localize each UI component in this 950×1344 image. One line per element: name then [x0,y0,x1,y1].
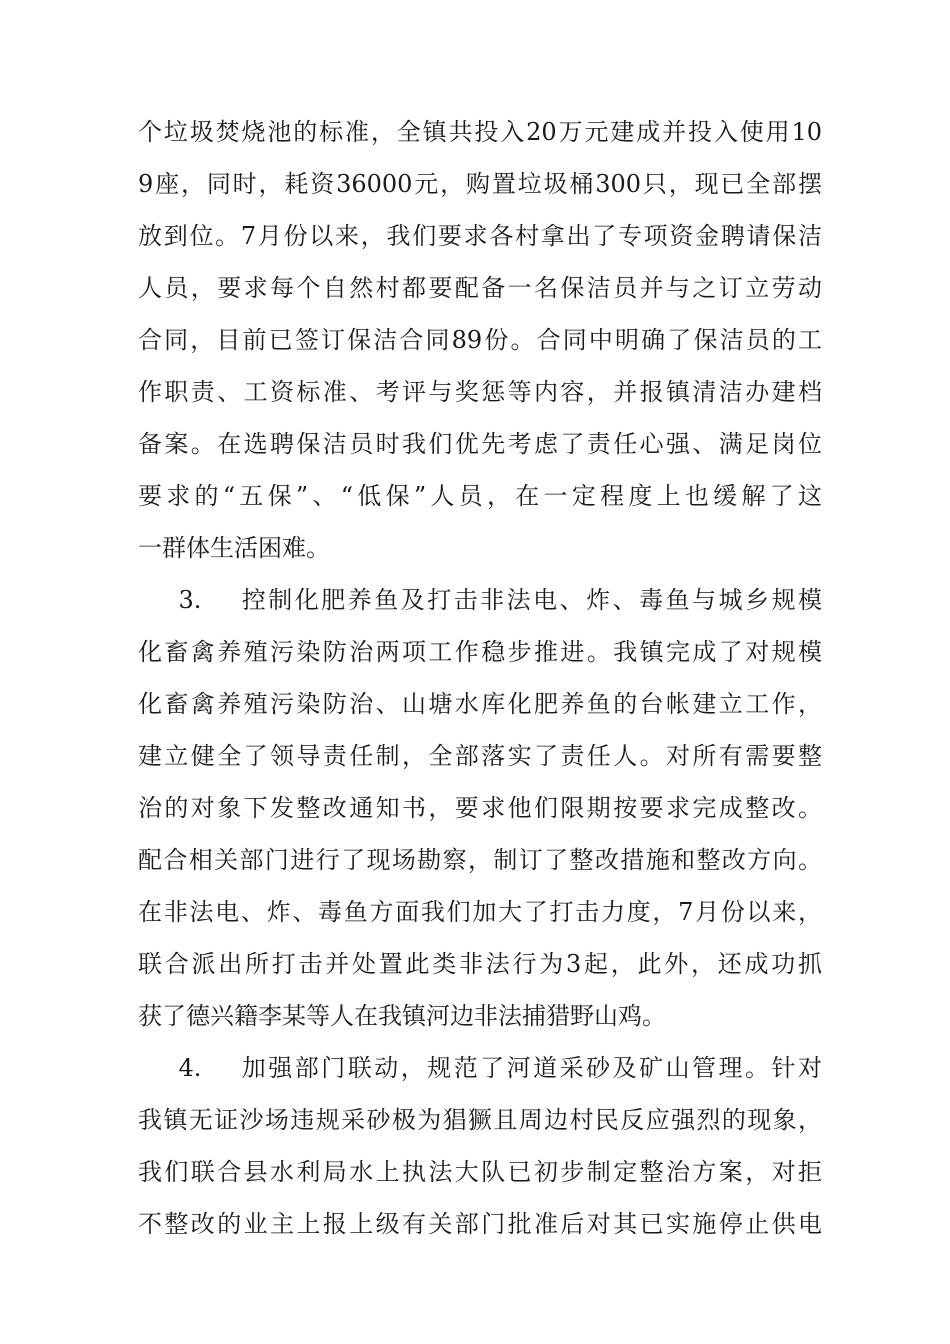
text-line: 建立健全了领导责任制，全部落实了责任人。对所有需要整 [138,742,822,770]
text-line: 我镇无证沙场违规采砂极为猖獗且周边村民反应强烈的现象， [138,1106,822,1134]
text-line: 化畜禽养殖污染防治、山塘水库化肥养鱼的台帐建立工作， [138,690,822,718]
text-line: 我们联合县水利局水上执法大队已初步制定整治方案，对拒 [138,1158,822,1186]
text-line: 人员，要求每个自然村都要配备一名保洁员并与之订立劳动 [138,274,822,302]
text-line: 备案。在选聘保洁员时我们优先考虑了责任心强、满足岗位 [138,430,822,458]
text-line: 不整改的业主上报上级有关部门批准后对其已实施停止供电 [138,1210,822,1238]
text-line: 9座，同时，耗资36000元，购置垃圾桶300只，现已全部摆 [138,170,822,198]
text-line: 联合派出所打击并处置此类非法行为3起，此外，还成功抓 [138,950,822,978]
text-line: 要求的“五保”、“低保”人员，在一定程度上也缓解了这 [138,482,822,510]
text-line: 一群体生活困难。 [138,534,330,562]
text-line: 4. 加强部门联动，规范了河道采砂及矿山管理。针对 [138,1054,822,1082]
text-line: 个垃圾焚烧池的标准，全镇共投入20万元建成并投入使用10 [138,118,822,146]
text-line: 合同，目前已签订保洁合同89份。合同中明确了保洁员的工 [138,326,822,354]
text-line: 治的对象下发整改通知书，要求他们限期按要求完成整改。 [138,794,822,822]
text-line: 配合相关部门进行了现场勘察，制订了整改措施和整改方向。 [138,846,822,874]
text-line: 作职责、工资标准、考评与奖惩等内容，并报镇清洁办建档 [138,378,822,406]
text-line: 化畜禽养殖污染防治两项工作稳步推进。我镇完成了对规模 [138,638,822,666]
text-line: 放到位。7月份以来，我们要求各村拿出了专项资金聘请保洁 [138,222,822,250]
text-line: 获了德兴籍李某等人在我镇河边非法捕猎野山鸡。 [138,1002,666,1030]
text-line: 在非法电、炸、毒鱼方面我们加大了打击力度，7月份以来， [138,898,822,926]
text-line: 3. 控制化肥养鱼及打击非法电、炸、毒鱼与城乡规模 [138,586,822,614]
